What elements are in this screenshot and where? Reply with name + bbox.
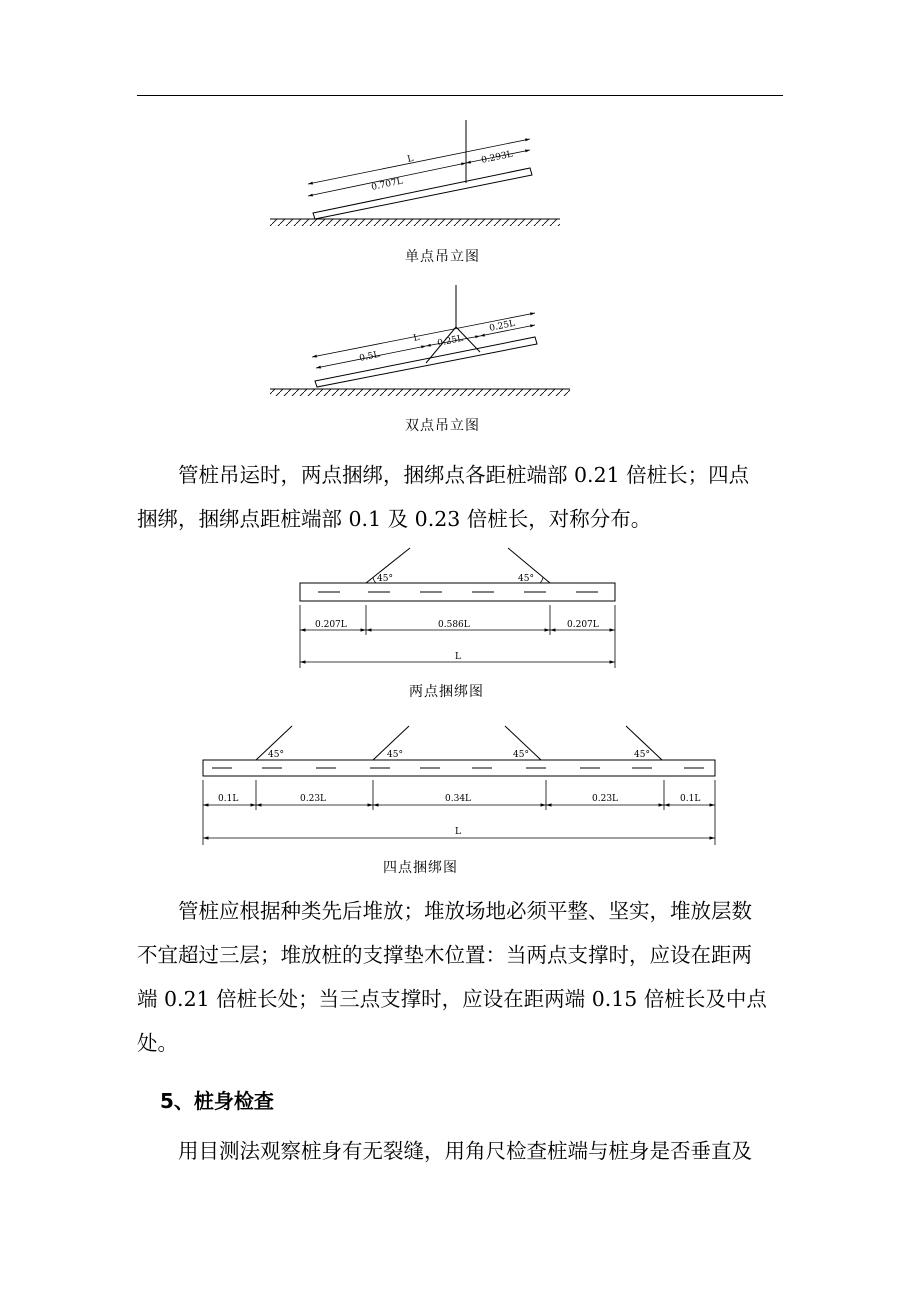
- dim-lower: 0.707L: [370, 176, 404, 193]
- dim-total: L: [455, 652, 461, 662]
- caption-four-point: 四点捆绑图: [383, 860, 458, 876]
- angle-1: 45°: [268, 750, 284, 760]
- angle-right: 45°: [518, 574, 534, 584]
- paragraph-line: 捆绑，捆绑点距桩端部 0.1 及 0.23 倍桩长，对称分布。: [137, 507, 652, 531]
- dim-total: L: [455, 827, 461, 837]
- dim-2: 0.23L: [300, 794, 327, 804]
- dim-3: 0.34L: [445, 794, 472, 804]
- section-heading: 5、桩身检查: [160, 1089, 274, 1113]
- paragraph-line: 管桩吊运时，两点捆绑，捆绑点各距桩端部 0.21 倍桩长；四点: [137, 463, 750, 487]
- angle-4: 45°: [634, 750, 650, 760]
- angle-2: 45°: [387, 750, 403, 760]
- paragraph-line: 处。: [137, 1031, 178, 1055]
- dim-1: 0.1L: [218, 794, 239, 804]
- paragraph-line: 用目测法观察桩身有无裂缝，用角尺检查桩端与桩身是否垂直及: [137, 1139, 752, 1163]
- caption-double-point: 双点吊立图: [405, 418, 480, 434]
- dim-total-2: L: [412, 332, 421, 344]
- caption-two-point: 两点捆绑图: [409, 684, 484, 700]
- dim-4: 0.23L: [592, 794, 619, 804]
- dim-total: L: [406, 153, 415, 165]
- paragraph-line: 管桩应根据种类先后堆放；堆放场地必须平整、坚实，堆放层数: [137, 899, 752, 923]
- dim-c: 0.25L: [488, 318, 517, 334]
- paragraph-line: 不宜超过三层；堆放桩的支撑垫木位置：当两点支撑时，应设在距两: [137, 943, 752, 967]
- paragraph-stacking: [137, 889, 787, 1065]
- angle-3: 45°: [513, 750, 529, 760]
- caption-single-point: 单点吊立图: [405, 249, 480, 265]
- dim-left: 0.207L: [315, 620, 347, 630]
- dim-b: 0.25L: [436, 333, 465, 349]
- paragraph-line: 端 0.21 倍桩长处；当三点支撑时，应设在距两端 0.15 倍桩长及中点: [137, 987, 767, 1011]
- dim-upper: 0.293L: [480, 149, 514, 166]
- angle-left: 45°: [377, 574, 393, 584]
- dim-right: 0.207L: [567, 620, 599, 630]
- dim-5: 0.1L: [680, 794, 701, 804]
- paragraph-inspection: [137, 1129, 787, 1173]
- dim-mid: 0.586L: [438, 620, 470, 630]
- dim-a: 0.5L: [358, 349, 381, 364]
